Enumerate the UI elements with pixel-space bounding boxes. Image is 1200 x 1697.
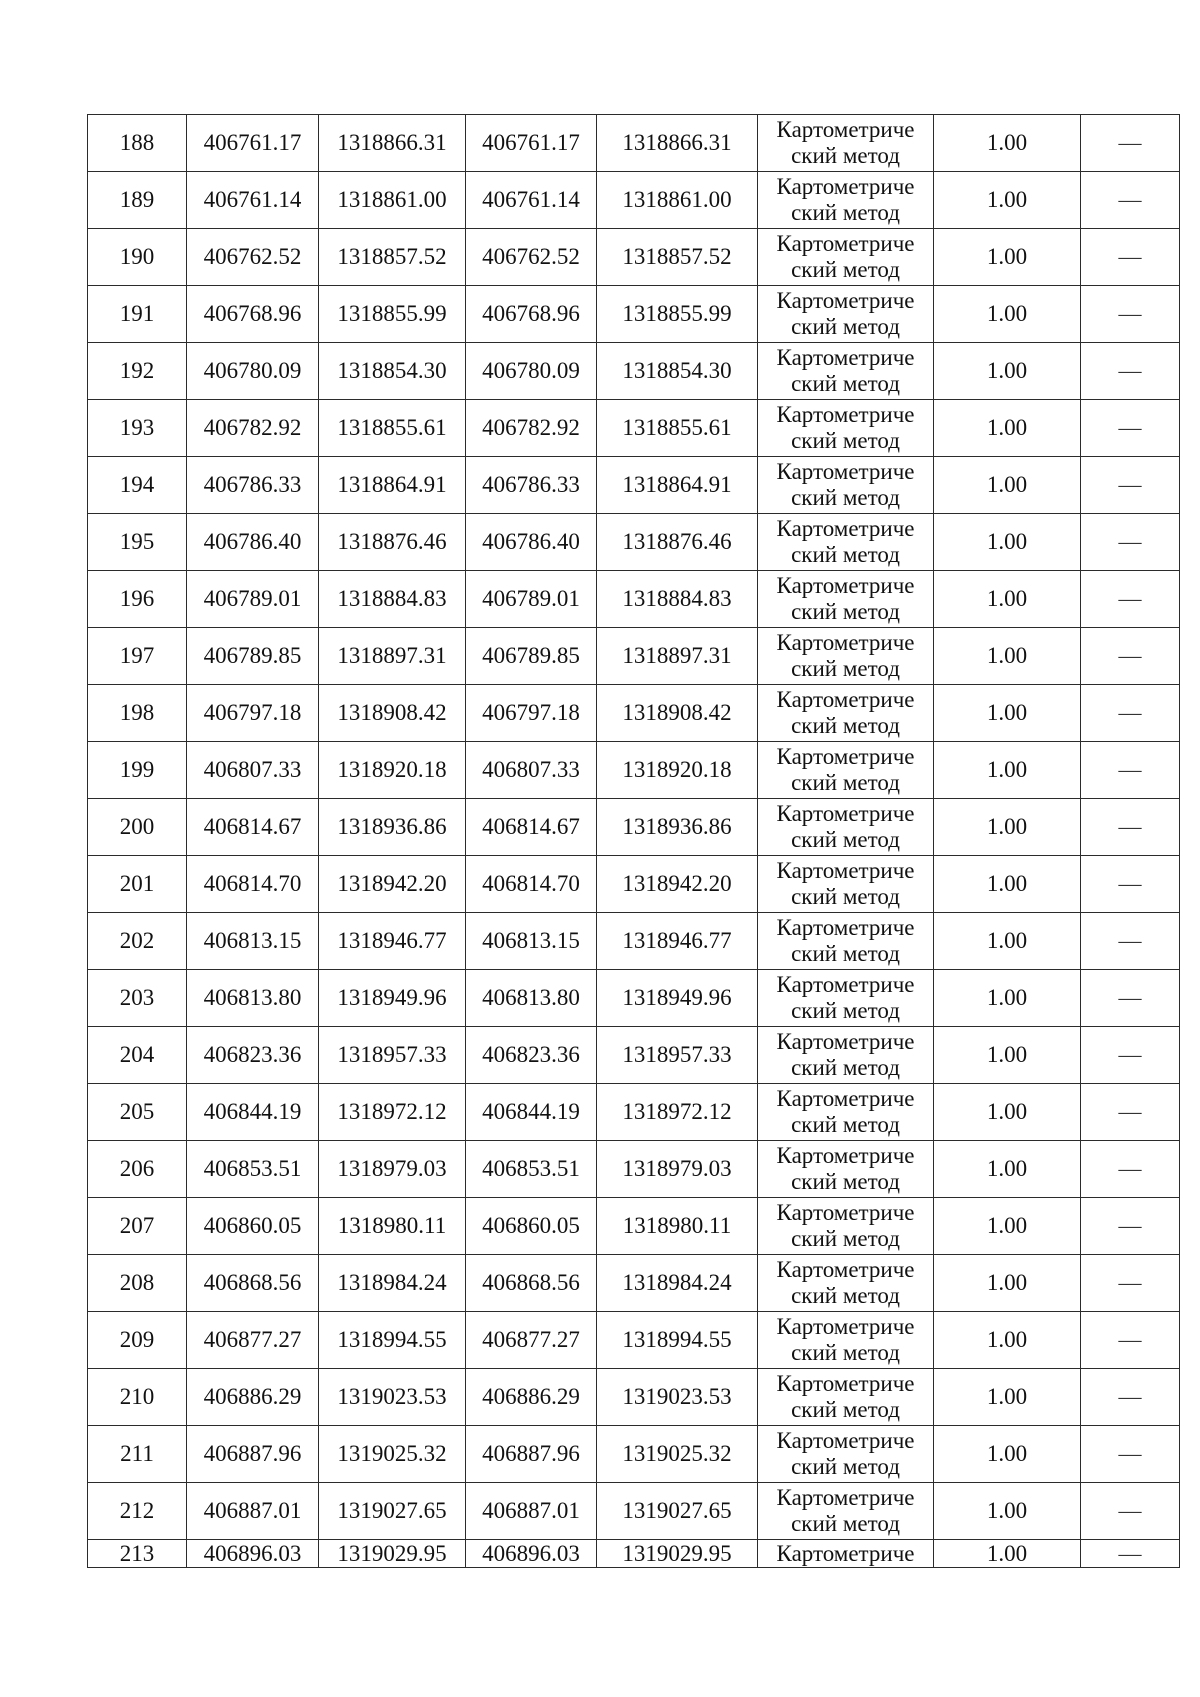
refined-x-cell: 406814.67 — [466, 799, 597, 856]
refined-x-cell: 406877.27 — [466, 1312, 597, 1369]
existing-x-cell: 406877.27 — [187, 1312, 319, 1369]
method-cell: Картометриче ский метод — [758, 1198, 934, 1255]
existing-y-cell: 1318866.31 — [319, 115, 466, 172]
method-cell: Картометриче ский метод — [758, 1255, 934, 1312]
refined-x-cell: 406896.03 — [466, 1540, 597, 1568]
existing-y-cell: 1318908.42 — [319, 685, 466, 742]
accuracy-cell: 1.00 — [934, 1141, 1081, 1198]
description-cell: — — [1081, 1483, 1180, 1540]
method-cell: Картометриче ский метод — [758, 400, 934, 457]
existing-x-cell: 406786.40 — [187, 514, 319, 571]
method-cell: Картометриче ский метод — [758, 799, 934, 856]
refined-x-cell: 406761.17 — [466, 115, 597, 172]
table-row — [88, 799, 1180, 856]
refined-x-cell: 406887.01 — [466, 1483, 597, 1540]
refined-y-cell: 1318984.24 — [597, 1255, 758, 1312]
refined-y-cell: 1319027.65 — [597, 1483, 758, 1540]
description-cell: — — [1081, 1198, 1180, 1255]
refined-y-cell: 1318920.18 — [597, 742, 758, 799]
refined-y-cell: 1318942.20 — [597, 856, 758, 913]
method-cell: Картометриче ский метод — [758, 685, 934, 742]
existing-y-cell: 1318884.83 — [319, 571, 466, 628]
existing-y-cell: 1319027.65 — [319, 1483, 466, 1540]
refined-x-cell: 406782.92 — [466, 400, 597, 457]
accuracy-cell: 1.00 — [934, 1540, 1081, 1568]
method-cell: Картометриче ский метод — [758, 970, 934, 1027]
refined-y-cell: 1318876.46 — [597, 514, 758, 571]
method-cell: Картометриче ский метод — [758, 628, 934, 685]
table-row — [88, 1141, 1180, 1198]
table-row — [88, 1198, 1180, 1255]
accuracy-cell: 1.00 — [934, 1084, 1081, 1141]
accuracy-cell: 1.00 — [934, 343, 1081, 400]
refined-x-cell: 406853.51 — [466, 1141, 597, 1198]
refined-x-cell: 406797.18 — [466, 685, 597, 742]
method-cell: Картометриче ский метод — [758, 229, 934, 286]
table-body — [88, 115, 1180, 1568]
description-cell: — — [1081, 1312, 1180, 1369]
existing-x-cell: 406813.80 — [187, 970, 319, 1027]
description-cell: — — [1081, 1255, 1180, 1312]
existing-y-cell: 1318957.33 — [319, 1027, 466, 1084]
method-cell: Картометриче ский метод — [758, 457, 934, 514]
refined-y-cell: 1318897.31 — [597, 628, 758, 685]
existing-x-cell: 406789.85 — [187, 628, 319, 685]
point-number-cell: 205 — [88, 1084, 187, 1141]
refined-x-cell: 406807.33 — [466, 742, 597, 799]
point-number-cell: 204 — [88, 1027, 187, 1084]
existing-x-cell: 406844.19 — [187, 1084, 319, 1141]
method-cell: Картометриче ский метод — [758, 571, 934, 628]
coordinates-table — [87, 114, 1180, 1568]
description-cell: — — [1081, 1084, 1180, 1141]
refined-y-cell: 1319023.53 — [597, 1369, 758, 1426]
accuracy-cell: 1.00 — [934, 229, 1081, 286]
description-cell: — — [1081, 970, 1180, 1027]
accuracy-cell: 1.00 — [934, 457, 1081, 514]
refined-y-cell: 1318979.03 — [597, 1141, 758, 1198]
refined-y-cell: 1318946.77 — [597, 913, 758, 970]
existing-y-cell: 1318942.20 — [319, 856, 466, 913]
method-cell: Картометриче ский метод — [758, 1312, 934, 1369]
accuracy-cell: 1.00 — [934, 856, 1081, 913]
refined-y-cell: 1318936.86 — [597, 799, 758, 856]
description-cell: — — [1081, 913, 1180, 970]
method-cell: Картометриче ский метод — [758, 1369, 934, 1426]
refined-x-cell: 406768.96 — [466, 286, 597, 343]
existing-x-cell: 406886.29 — [187, 1369, 319, 1426]
existing-x-cell: 406887.01 — [187, 1483, 319, 1540]
accuracy-cell: 1.00 — [934, 400, 1081, 457]
refined-y-cell: 1318908.42 — [597, 685, 758, 742]
existing-y-cell: 1318920.18 — [319, 742, 466, 799]
table-row — [88, 115, 1180, 172]
refined-x-cell: 406844.19 — [466, 1084, 597, 1141]
point-number-cell: 193 — [88, 400, 187, 457]
accuracy-cell: 1.00 — [934, 1369, 1081, 1426]
point-number-cell: 212 — [88, 1483, 187, 1540]
existing-x-cell: 406761.14 — [187, 172, 319, 229]
table-row — [88, 1540, 1180, 1568]
method-cell: Картометриче ский метод — [758, 1084, 934, 1141]
description-cell: — — [1081, 1369, 1180, 1426]
table-row — [88, 685, 1180, 742]
existing-x-cell: 406786.33 — [187, 457, 319, 514]
method-cell: Картометриче ский метод — [758, 1141, 934, 1198]
point-number-cell: 198 — [88, 685, 187, 742]
existing-y-cell: 1319025.32 — [319, 1426, 466, 1483]
accuracy-cell: 1.00 — [934, 742, 1081, 799]
existing-y-cell: 1318855.61 — [319, 400, 466, 457]
refined-x-cell: 406823.36 — [466, 1027, 597, 1084]
table-row — [88, 1426, 1180, 1483]
description-cell: — — [1081, 343, 1180, 400]
description-cell: — — [1081, 172, 1180, 229]
point-number-cell: 207 — [88, 1198, 187, 1255]
existing-x-cell: 406813.15 — [187, 913, 319, 970]
description-cell: — — [1081, 571, 1180, 628]
point-number-cell: 211 — [88, 1426, 187, 1483]
method-cell: Картометриче ский метод — [758, 1426, 934, 1483]
point-number-cell: 190 — [88, 229, 187, 286]
existing-x-cell: 406896.03 — [187, 1540, 319, 1568]
accuracy-cell: 1.00 — [934, 1483, 1081, 1540]
existing-y-cell: 1318864.91 — [319, 457, 466, 514]
refined-x-cell: 406813.15 — [466, 913, 597, 970]
method-cell: Картометриче ский метод — [758, 286, 934, 343]
refined-y-cell: 1318957.33 — [597, 1027, 758, 1084]
accuracy-cell: 1.00 — [934, 685, 1081, 742]
method-cell: Картометриче ский метод — [758, 1483, 934, 1540]
table-row — [88, 1027, 1180, 1084]
refined-y-cell: 1318864.91 — [597, 457, 758, 514]
description-cell: — — [1081, 457, 1180, 514]
refined-y-cell: 1319029.95 — [597, 1540, 758, 1568]
description-cell: — — [1081, 1540, 1180, 1568]
accuracy-cell: 1.00 — [934, 1198, 1081, 1255]
accuracy-cell: 1.00 — [934, 913, 1081, 970]
refined-y-cell: 1318854.30 — [597, 343, 758, 400]
refined-y-cell: 1318866.31 — [597, 115, 758, 172]
existing-x-cell: 406860.05 — [187, 1198, 319, 1255]
description-cell: — — [1081, 799, 1180, 856]
method-cell: Картометриче ский метод — [758, 172, 934, 229]
accuracy-cell: 1.00 — [934, 172, 1081, 229]
point-number-cell: 188 — [88, 115, 187, 172]
existing-y-cell: 1318854.30 — [319, 343, 466, 400]
refined-y-cell: 1319025.32 — [597, 1426, 758, 1483]
description-cell: — — [1081, 742, 1180, 799]
accuracy-cell: 1.00 — [934, 970, 1081, 1027]
accuracy-cell: 1.00 — [934, 799, 1081, 856]
existing-x-cell: 406853.51 — [187, 1141, 319, 1198]
table-row — [88, 1084, 1180, 1141]
accuracy-cell: 1.00 — [934, 1255, 1081, 1312]
refined-x-cell: 406886.29 — [466, 1369, 597, 1426]
existing-y-cell: 1319023.53 — [319, 1369, 466, 1426]
refined-x-cell: 406813.80 — [466, 970, 597, 1027]
point-number-cell: 206 — [88, 1141, 187, 1198]
existing-y-cell: 1319029.95 — [319, 1540, 466, 1568]
refined-x-cell: 406814.70 — [466, 856, 597, 913]
accuracy-cell: 1.00 — [934, 1312, 1081, 1369]
existing-x-cell: 406797.18 — [187, 685, 319, 742]
point-number-cell: 202 — [88, 913, 187, 970]
existing-y-cell: 1318949.96 — [319, 970, 466, 1027]
description-cell: — — [1081, 685, 1180, 742]
description-cell: — — [1081, 628, 1180, 685]
refined-y-cell: 1318855.99 — [597, 286, 758, 343]
refined-y-cell: 1318972.12 — [597, 1084, 758, 1141]
point-number-cell: 209 — [88, 1312, 187, 1369]
existing-x-cell: 406868.56 — [187, 1255, 319, 1312]
refined-x-cell: 406780.09 — [466, 343, 597, 400]
existing-y-cell: 1318972.12 — [319, 1084, 466, 1141]
table-row — [88, 856, 1180, 913]
point-number-cell: 213 — [88, 1540, 187, 1568]
existing-y-cell: 1318984.24 — [319, 1255, 466, 1312]
accuracy-cell: 1.00 — [934, 286, 1081, 343]
method-cell: Картометриче ский метод — [758, 115, 934, 172]
existing-x-cell: 406814.67 — [187, 799, 319, 856]
table-row — [88, 172, 1180, 229]
refined-y-cell: 1318994.55 — [597, 1312, 758, 1369]
description-cell: — — [1081, 115, 1180, 172]
existing-x-cell: 406814.70 — [187, 856, 319, 913]
table-row — [88, 286, 1180, 343]
accuracy-cell: 1.00 — [934, 514, 1081, 571]
refined-x-cell: 406887.96 — [466, 1426, 597, 1483]
point-number-cell: 196 — [88, 571, 187, 628]
method-cell: Картометриче — [758, 1540, 934, 1568]
existing-y-cell: 1318855.99 — [319, 286, 466, 343]
method-cell: Картометриче ский метод — [758, 1027, 934, 1084]
existing-x-cell: 406789.01 — [187, 571, 319, 628]
method-cell: Картометриче ский метод — [758, 742, 934, 799]
table-row — [88, 628, 1180, 685]
point-number-cell: 195 — [88, 514, 187, 571]
refined-x-cell: 406761.14 — [466, 172, 597, 229]
point-number-cell: 210 — [88, 1369, 187, 1426]
existing-x-cell: 406887.96 — [187, 1426, 319, 1483]
refined-y-cell: 1318861.00 — [597, 172, 758, 229]
existing-x-cell: 406768.96 — [187, 286, 319, 343]
point-number-cell: 197 — [88, 628, 187, 685]
refined-x-cell: 406860.05 — [466, 1198, 597, 1255]
description-cell: — — [1081, 286, 1180, 343]
table-row — [88, 913, 1180, 970]
existing-y-cell: 1318994.55 — [319, 1312, 466, 1369]
refined-y-cell: 1318857.52 — [597, 229, 758, 286]
existing-x-cell: 406780.09 — [187, 343, 319, 400]
table-row — [88, 514, 1180, 571]
table-row — [88, 343, 1180, 400]
accuracy-cell: 1.00 — [934, 1426, 1081, 1483]
refined-y-cell: 1318980.11 — [597, 1198, 758, 1255]
existing-y-cell: 1318936.86 — [319, 799, 466, 856]
existing-y-cell: 1318897.31 — [319, 628, 466, 685]
method-cell: Картометриче ский метод — [758, 514, 934, 571]
point-number-cell: 201 — [88, 856, 187, 913]
description-cell: — — [1081, 1027, 1180, 1084]
refined-x-cell: 406868.56 — [466, 1255, 597, 1312]
method-cell: Картометриче ский метод — [758, 856, 934, 913]
accuracy-cell: 1.00 — [934, 115, 1081, 172]
existing-y-cell: 1318979.03 — [319, 1141, 466, 1198]
table-row — [88, 970, 1180, 1027]
point-number-cell: 199 — [88, 742, 187, 799]
method-cell: Картометриче ский метод — [758, 913, 934, 970]
description-cell: — — [1081, 1426, 1180, 1483]
table-row — [88, 1312, 1180, 1369]
description-cell: — — [1081, 1141, 1180, 1198]
existing-x-cell: 406762.52 — [187, 229, 319, 286]
point-number-cell: 192 — [88, 343, 187, 400]
table-row — [88, 1483, 1180, 1540]
existing-x-cell: 406782.92 — [187, 400, 319, 457]
description-cell: — — [1081, 229, 1180, 286]
accuracy-cell: 1.00 — [934, 628, 1081, 685]
refined-x-cell: 406789.01 — [466, 571, 597, 628]
description-cell: — — [1081, 856, 1180, 913]
accuracy-cell: 1.00 — [934, 571, 1081, 628]
method-cell: Картометриче ский метод — [758, 343, 934, 400]
point-number-cell: 203 — [88, 970, 187, 1027]
refined-y-cell: 1318884.83 — [597, 571, 758, 628]
point-number-cell: 208 — [88, 1255, 187, 1312]
table-row — [88, 1255, 1180, 1312]
table-row — [88, 400, 1180, 457]
refined-x-cell: 406762.52 — [466, 229, 597, 286]
existing-x-cell: 406823.36 — [187, 1027, 319, 1084]
table-row — [88, 229, 1180, 286]
existing-y-cell: 1318876.46 — [319, 514, 466, 571]
refined-y-cell: 1318949.96 — [597, 970, 758, 1027]
existing-y-cell: 1318857.52 — [319, 229, 466, 286]
refined-x-cell: 406789.85 — [466, 628, 597, 685]
description-cell: — — [1081, 514, 1180, 571]
existing-y-cell: 1318980.11 — [319, 1198, 466, 1255]
description-cell: — — [1081, 400, 1180, 457]
refined-x-cell: 406786.40 — [466, 514, 597, 571]
point-number-cell: 194 — [88, 457, 187, 514]
table-row — [88, 742, 1180, 799]
point-number-cell: 191 — [88, 286, 187, 343]
point-number-cell: 189 — [88, 172, 187, 229]
existing-y-cell: 1318946.77 — [319, 913, 466, 970]
existing-y-cell: 1318861.00 — [319, 172, 466, 229]
table-row — [88, 457, 1180, 514]
table-row — [88, 1369, 1180, 1426]
point-number-cell: 200 — [88, 799, 187, 856]
table-row — [88, 571, 1180, 628]
refined-y-cell: 1318855.61 — [597, 400, 758, 457]
existing-x-cell: 406807.33 — [187, 742, 319, 799]
existing-x-cell: 406761.17 — [187, 115, 319, 172]
refined-x-cell: 406786.33 — [466, 457, 597, 514]
accuracy-cell: 1.00 — [934, 1027, 1081, 1084]
